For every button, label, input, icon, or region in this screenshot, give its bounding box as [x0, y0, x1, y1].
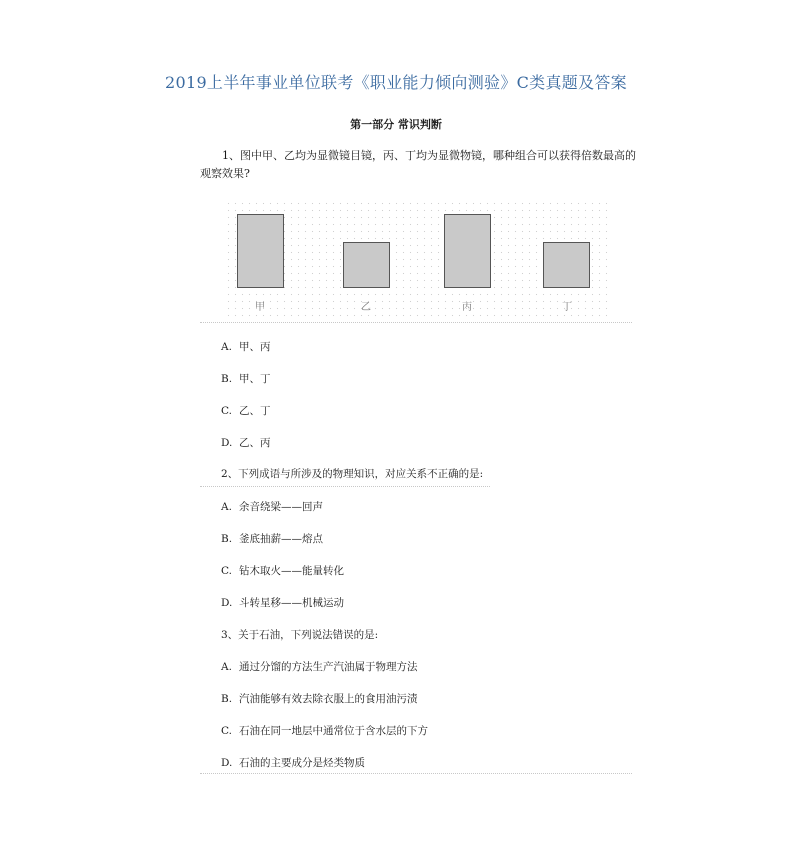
question-1-line-2: 观察效果?	[200, 167, 250, 180]
section-heading: 第一部分 常识判断	[350, 118, 442, 131]
q3-option-a: A. 通过分馏的方法生产汽油属于物理方法	[221, 661, 418, 673]
q2-option-a: A. 余音绕梁——回声	[221, 501, 323, 513]
q3-option-d: D. 石油的主要成分是烃类物质	[221, 757, 365, 769]
divider	[200, 773, 632, 774]
q2-option-c: C. 钻木取火——能量转化	[221, 565, 344, 577]
q3-option-b: B. 汽油能够有效去除衣服上的食用油污渍	[221, 693, 418, 705]
q1-option-d: D. 乙、丙	[221, 437, 271, 449]
q1-option-a: A. 甲、丙	[221, 341, 271, 353]
figure-label-bing: 丙	[462, 302, 472, 313]
divider	[200, 322, 632, 323]
figure-label-jia: 甲	[255, 302, 265, 313]
question-2-text: 2、下列成语与所涉及的物理知识，对应关系不正确的是:	[221, 468, 484, 480]
objective-ding	[543, 242, 590, 288]
microscope-lens-figure	[225, 200, 607, 318]
objective-bing	[444, 214, 491, 288]
eyepiece-yi	[343, 242, 390, 288]
figure-label-yi: 乙	[361, 302, 371, 313]
q3-option-c: C. 石油在同一地层中通常位于含水层的下方	[221, 725, 428, 737]
q1-option-b: B. 甲、丁	[221, 373, 271, 385]
document-title: 2019上半年事业单位联考《职业能力倾向测验》C类真题及答案	[165, 73, 627, 92]
q2-option-b: B. 釜底抽薪——熔点	[221, 533, 323, 545]
question-1-line-1: 1、图中甲、乙均为显微镜目镜，丙、丁均为显微物镜，哪种组合可以获得倍数最高的	[222, 149, 636, 162]
divider	[200, 486, 490, 487]
question-3-text: 3、关于石油，下列说法错误的是:	[221, 629, 379, 641]
q2-option-d: D. 斗转星移——机械运动	[221, 597, 344, 609]
q1-option-c: C. 乙、丁	[221, 405, 271, 417]
eyepiece-jia	[237, 214, 284, 288]
question-1-text	[200, 147, 640, 183]
figure-label-ding: 丁	[562, 302, 572, 313]
